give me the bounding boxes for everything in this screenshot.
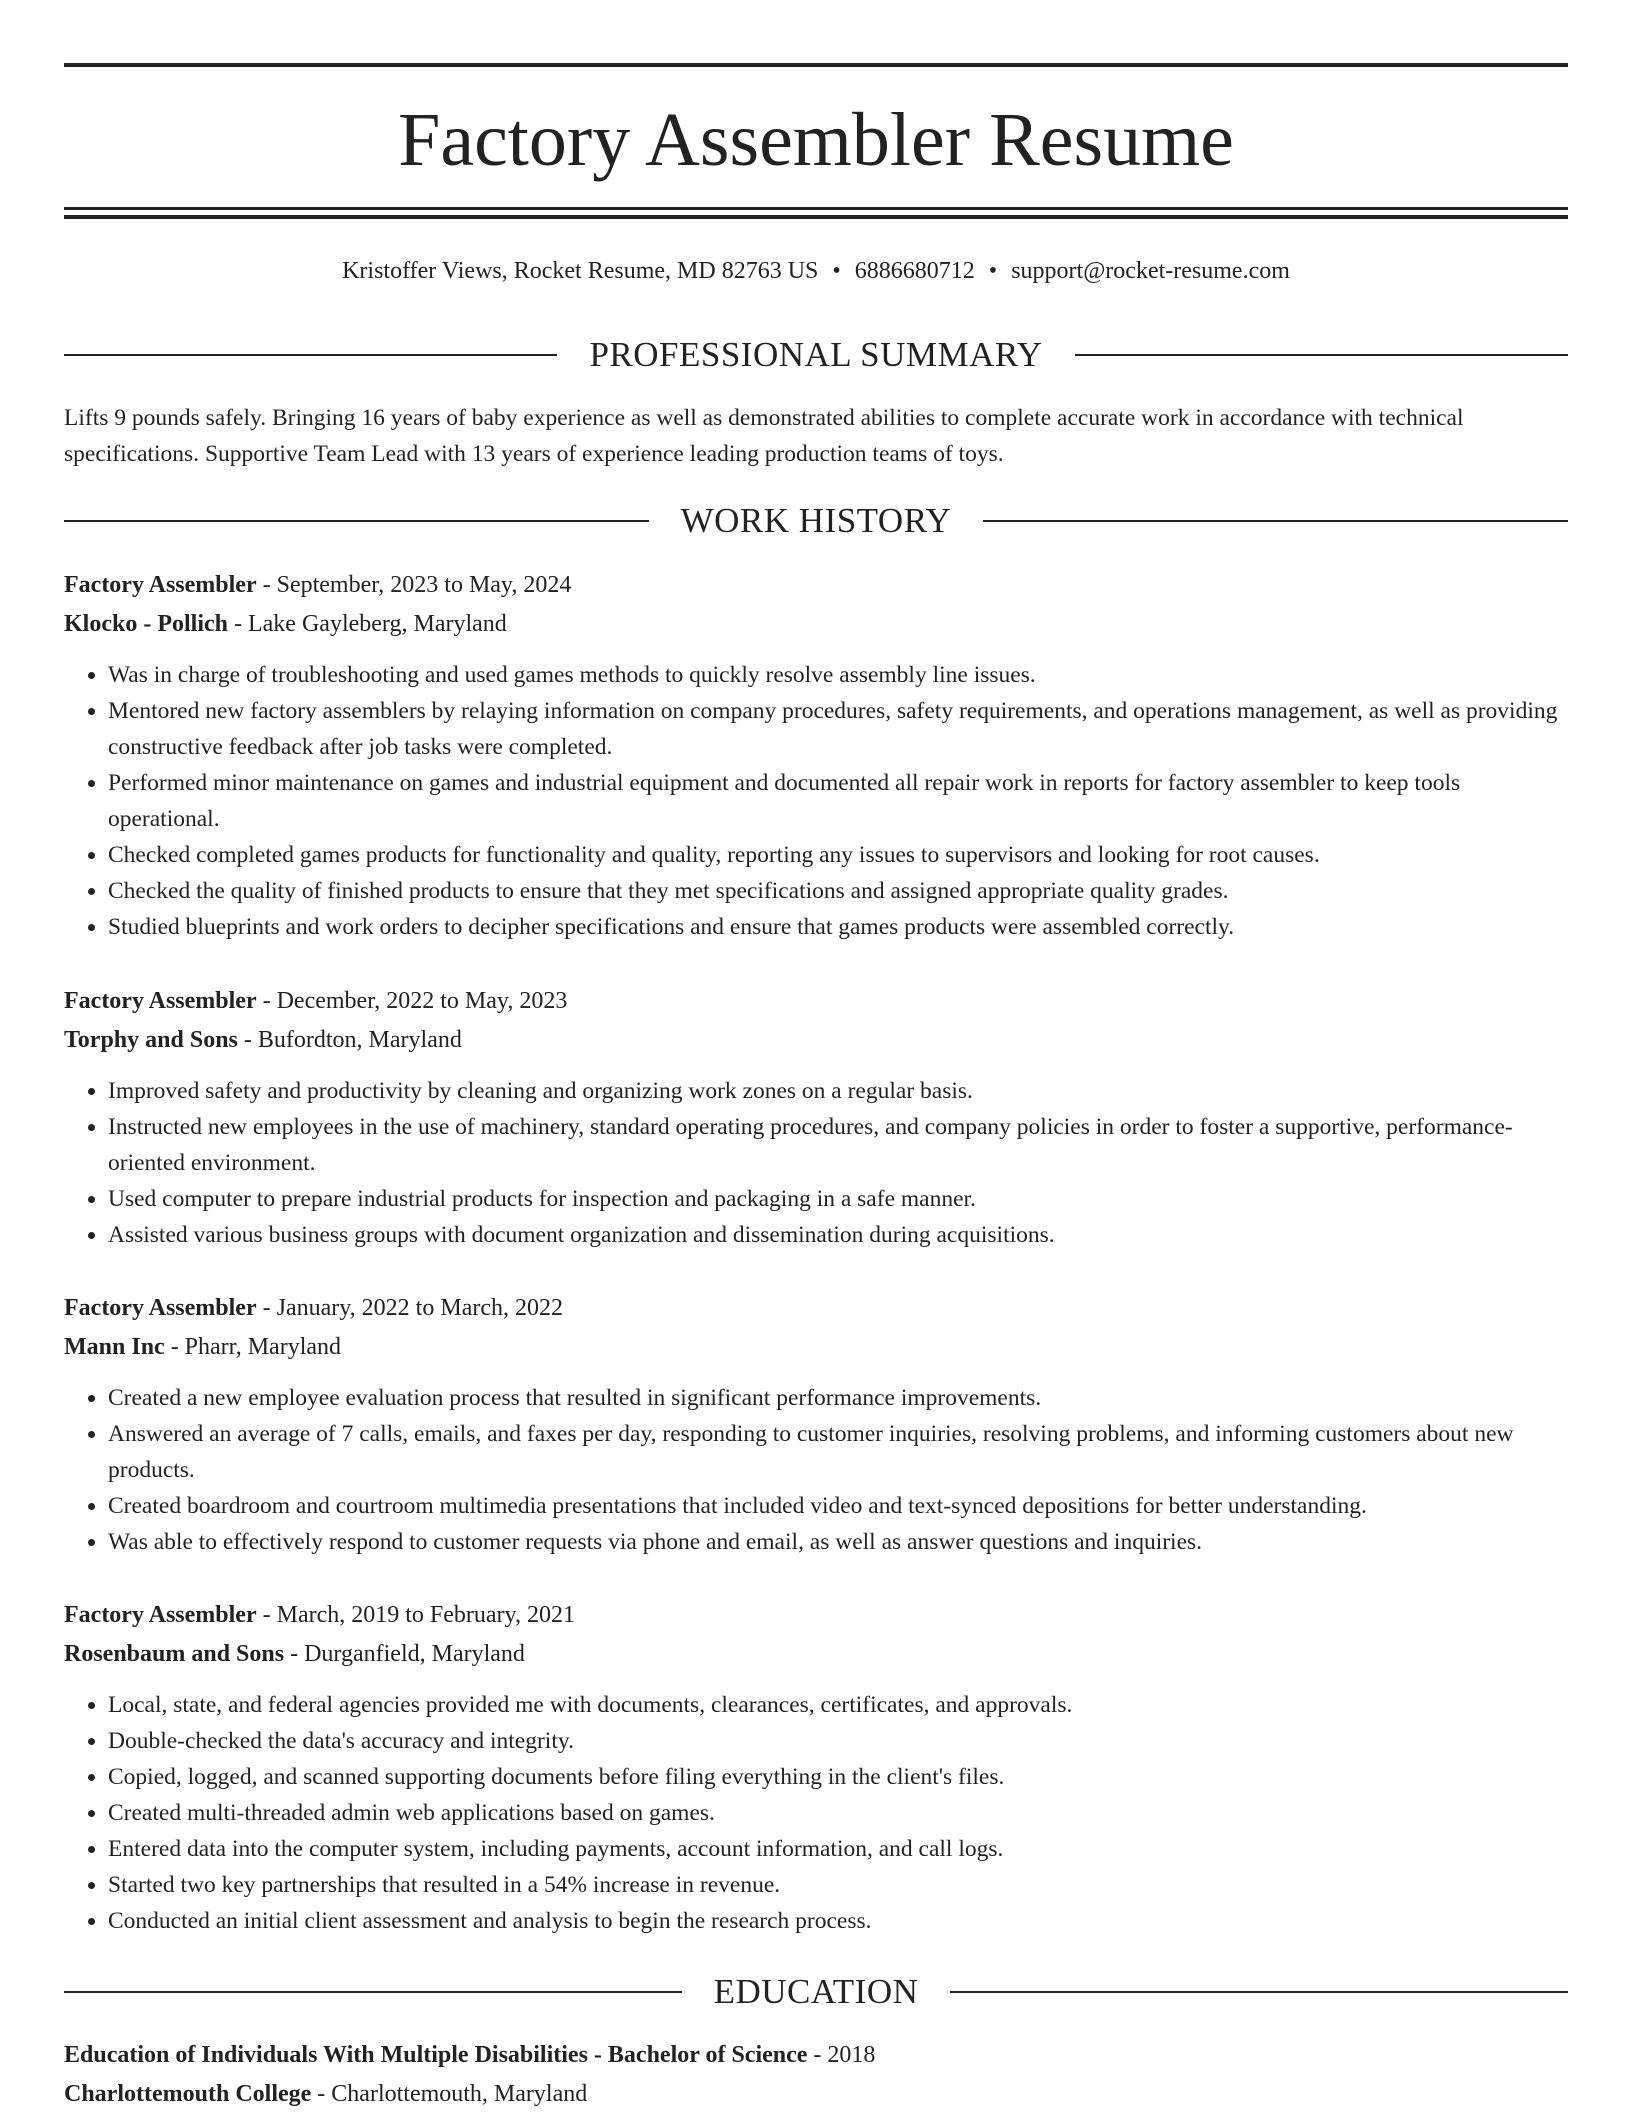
education-degree-line xyxy=(64,2036,1568,2075)
job-company: Klocko - Pollich xyxy=(64,611,228,637)
contact-separator: • xyxy=(832,258,841,284)
job-entry xyxy=(64,982,1574,1253)
job-bullet: • Created a new employee evaluation process that resulted in significant performance improvements. xyxy=(108,1380,1574,1416)
page-title: Factory Assembler Resume xyxy=(398,98,1234,182)
summary-text: Lifts 9 pounds safely. Bringing 16 years of baby experience as well as demonstrated abilities to complete accurate work in accordance with technical specifications. Supportive Team Lead with 13 years of experience leading production teams of toys. xyxy=(64,405,1464,467)
section-title-education: EDUCATION xyxy=(713,1972,919,2011)
job-bullet: • Studied blueprints and work orders to decipher specifications and ensure that games products were assembled correctly. xyxy=(108,909,1574,945)
job-entry xyxy=(64,566,1574,945)
job-company: Rosenbaum and Sons xyxy=(64,1641,285,1667)
section-rule xyxy=(983,520,1568,522)
job-company-line xyxy=(64,1021,1574,1060)
job-entry xyxy=(64,1289,1574,1560)
job-title: Factory Assembler xyxy=(64,1602,257,1628)
job-company-line xyxy=(64,605,1574,644)
job-dates: - March, 2019 to February, 2021 xyxy=(256,1602,575,1628)
job-bullets xyxy=(64,657,1574,945)
job-bullets xyxy=(64,1687,1574,1939)
contact-phone: 6886680712 xyxy=(854,258,975,284)
job-dates: - December, 2022 to May, 2023 xyxy=(256,988,568,1014)
job-bullet: • Mentored new factory assemblers by relaying information on company procedures, safety requirements, and operations management, as well as providing constructive feedback after job tasks were completed. xyxy=(108,693,1574,765)
job-bullet: • Checked the quality of finished products to ensure that they met specifications and assigned appropriate quality grades. xyxy=(108,873,1574,909)
job-company-line xyxy=(64,1328,1574,1367)
job-title-line xyxy=(64,1289,1574,1328)
section-rule xyxy=(64,520,649,522)
job-bullet: • Was able to effectively respond to customer requests via phone and email, as well as answer questions and inquiries. xyxy=(108,1524,1574,1560)
job-bullet: • Assisted various business groups with document organization and dissemination during acquisitions. xyxy=(108,1217,1574,1253)
education-school: Charlottemouth College xyxy=(64,2081,312,2107)
job-location: - Durganfield, Maryland xyxy=(284,1641,525,1667)
job-title: Factory Assembler xyxy=(64,1295,257,1321)
job-bullet: • Performed minor maintenance on games and industrial equipment and documented all repair work in reports for factory assembler to keep tools operational. xyxy=(108,765,1574,837)
section-title-summary: PROFESSIONAL SUMMARY xyxy=(589,335,1043,374)
job-company-line xyxy=(64,1635,1574,1674)
title-top-rule xyxy=(64,63,1568,67)
job-location: - Bufordton, Maryland xyxy=(237,1027,462,1053)
job-dates: - January, 2022 to March, 2022 xyxy=(256,1295,563,1321)
job-company: Torphy and Sons xyxy=(64,1027,238,1053)
job-bullet: • Created boardroom and courtroom multimedia presentations that included video and text-synced depositions for better understanding. xyxy=(108,1488,1574,1524)
job-bullet: • Answered an average of 7 calls, emails, and faxes per day, responding to customer inquiries, resolving problems, and informing customers about new products. xyxy=(108,1416,1574,1488)
job-bullets xyxy=(64,1073,1574,1253)
job-title: Factory Assembler xyxy=(64,988,257,1014)
section-rule xyxy=(950,1991,1568,1993)
job-company: Mann Inc xyxy=(64,1334,165,1360)
job-bullets xyxy=(64,1380,1574,1560)
contact-address: Kristoffer Views, Rocket Resume, MD 82763 US xyxy=(342,258,819,284)
job-title: Factory Assembler xyxy=(64,572,257,598)
contact-separator: • xyxy=(988,258,998,284)
section-rule xyxy=(1075,354,1568,356)
education-location: - Charlottemouth, Maryland xyxy=(311,2081,588,2107)
section-header-education xyxy=(64,1970,1568,2014)
contact-line xyxy=(64,254,1568,288)
job-location: - Lake Gayleberg, Maryland xyxy=(228,611,507,637)
job-bullet: • Instructed new employees in the use of machinery, standard operating procedures, and company policies in order to foster a supportive, performance-oriented environment. xyxy=(108,1109,1574,1181)
section-header-work xyxy=(64,499,1568,543)
education-school-line xyxy=(64,2075,1568,2114)
section-title-work: WORK HISTORY xyxy=(680,501,952,540)
title-bottom-rule-2 xyxy=(64,215,1568,219)
job-bullet: • Copied, logged, and scanned supporting documents before filing everything in the client's files. xyxy=(108,1759,1574,1795)
job-bullet: • Used computer to prepare industrial products for inspection and packaging in a safe manner. xyxy=(108,1181,1574,1217)
job-bullet: • Improved safety and productivity by cleaning and organizing work zones on a regular basis. xyxy=(108,1073,1574,1109)
education-entry xyxy=(64,2036,1568,2114)
section-rule xyxy=(64,1991,682,1993)
job-title-line xyxy=(64,982,1574,1021)
title-bottom-rule-1 xyxy=(64,207,1568,210)
job-bullet: • Was in charge of troubleshooting and used games methods to quickly resolve assembly line issues. xyxy=(108,657,1574,693)
job-bullet: • Started two key partnerships that resulted in a 54% increase in revenue. xyxy=(108,1867,1574,1903)
job-bullet: • Checked completed games products for functionality and quality, reporting any issues to supervisors and looking for root causes. xyxy=(108,837,1574,873)
job-bullet: • Created multi-threaded admin web applications based on games. xyxy=(108,1795,1574,1831)
job-bullet: • Conducted an initial client assessment and analysis to begin the research process. xyxy=(108,1903,1574,1939)
education-year: - 2018 xyxy=(807,2042,876,2068)
section-header-summary xyxy=(64,333,1568,377)
job-title-line xyxy=(64,1596,1574,1635)
job-bullet: • Double-checked the data's accuracy and integrity. xyxy=(108,1723,1574,1759)
job-bullet: • Entered data into the computer system, including payments, account information, and call logs. xyxy=(108,1831,1574,1867)
job-bullet: • Local, state, and federal agencies provided me with documents, clearances, certificates, and approvals. xyxy=(108,1687,1574,1723)
job-dates: - September, 2023 to May, 2024 xyxy=(256,572,572,598)
education-degree: Education of Individuals With Multiple Disabilities - Bachelor of Science xyxy=(64,2042,808,2068)
section-rule xyxy=(64,354,557,356)
job-title-line xyxy=(64,566,1574,605)
job-location: - Pharr, Maryland xyxy=(164,1334,342,1360)
contact-email: support@rocket-resume.com xyxy=(1011,258,1290,284)
job-entry xyxy=(64,1596,1574,1939)
